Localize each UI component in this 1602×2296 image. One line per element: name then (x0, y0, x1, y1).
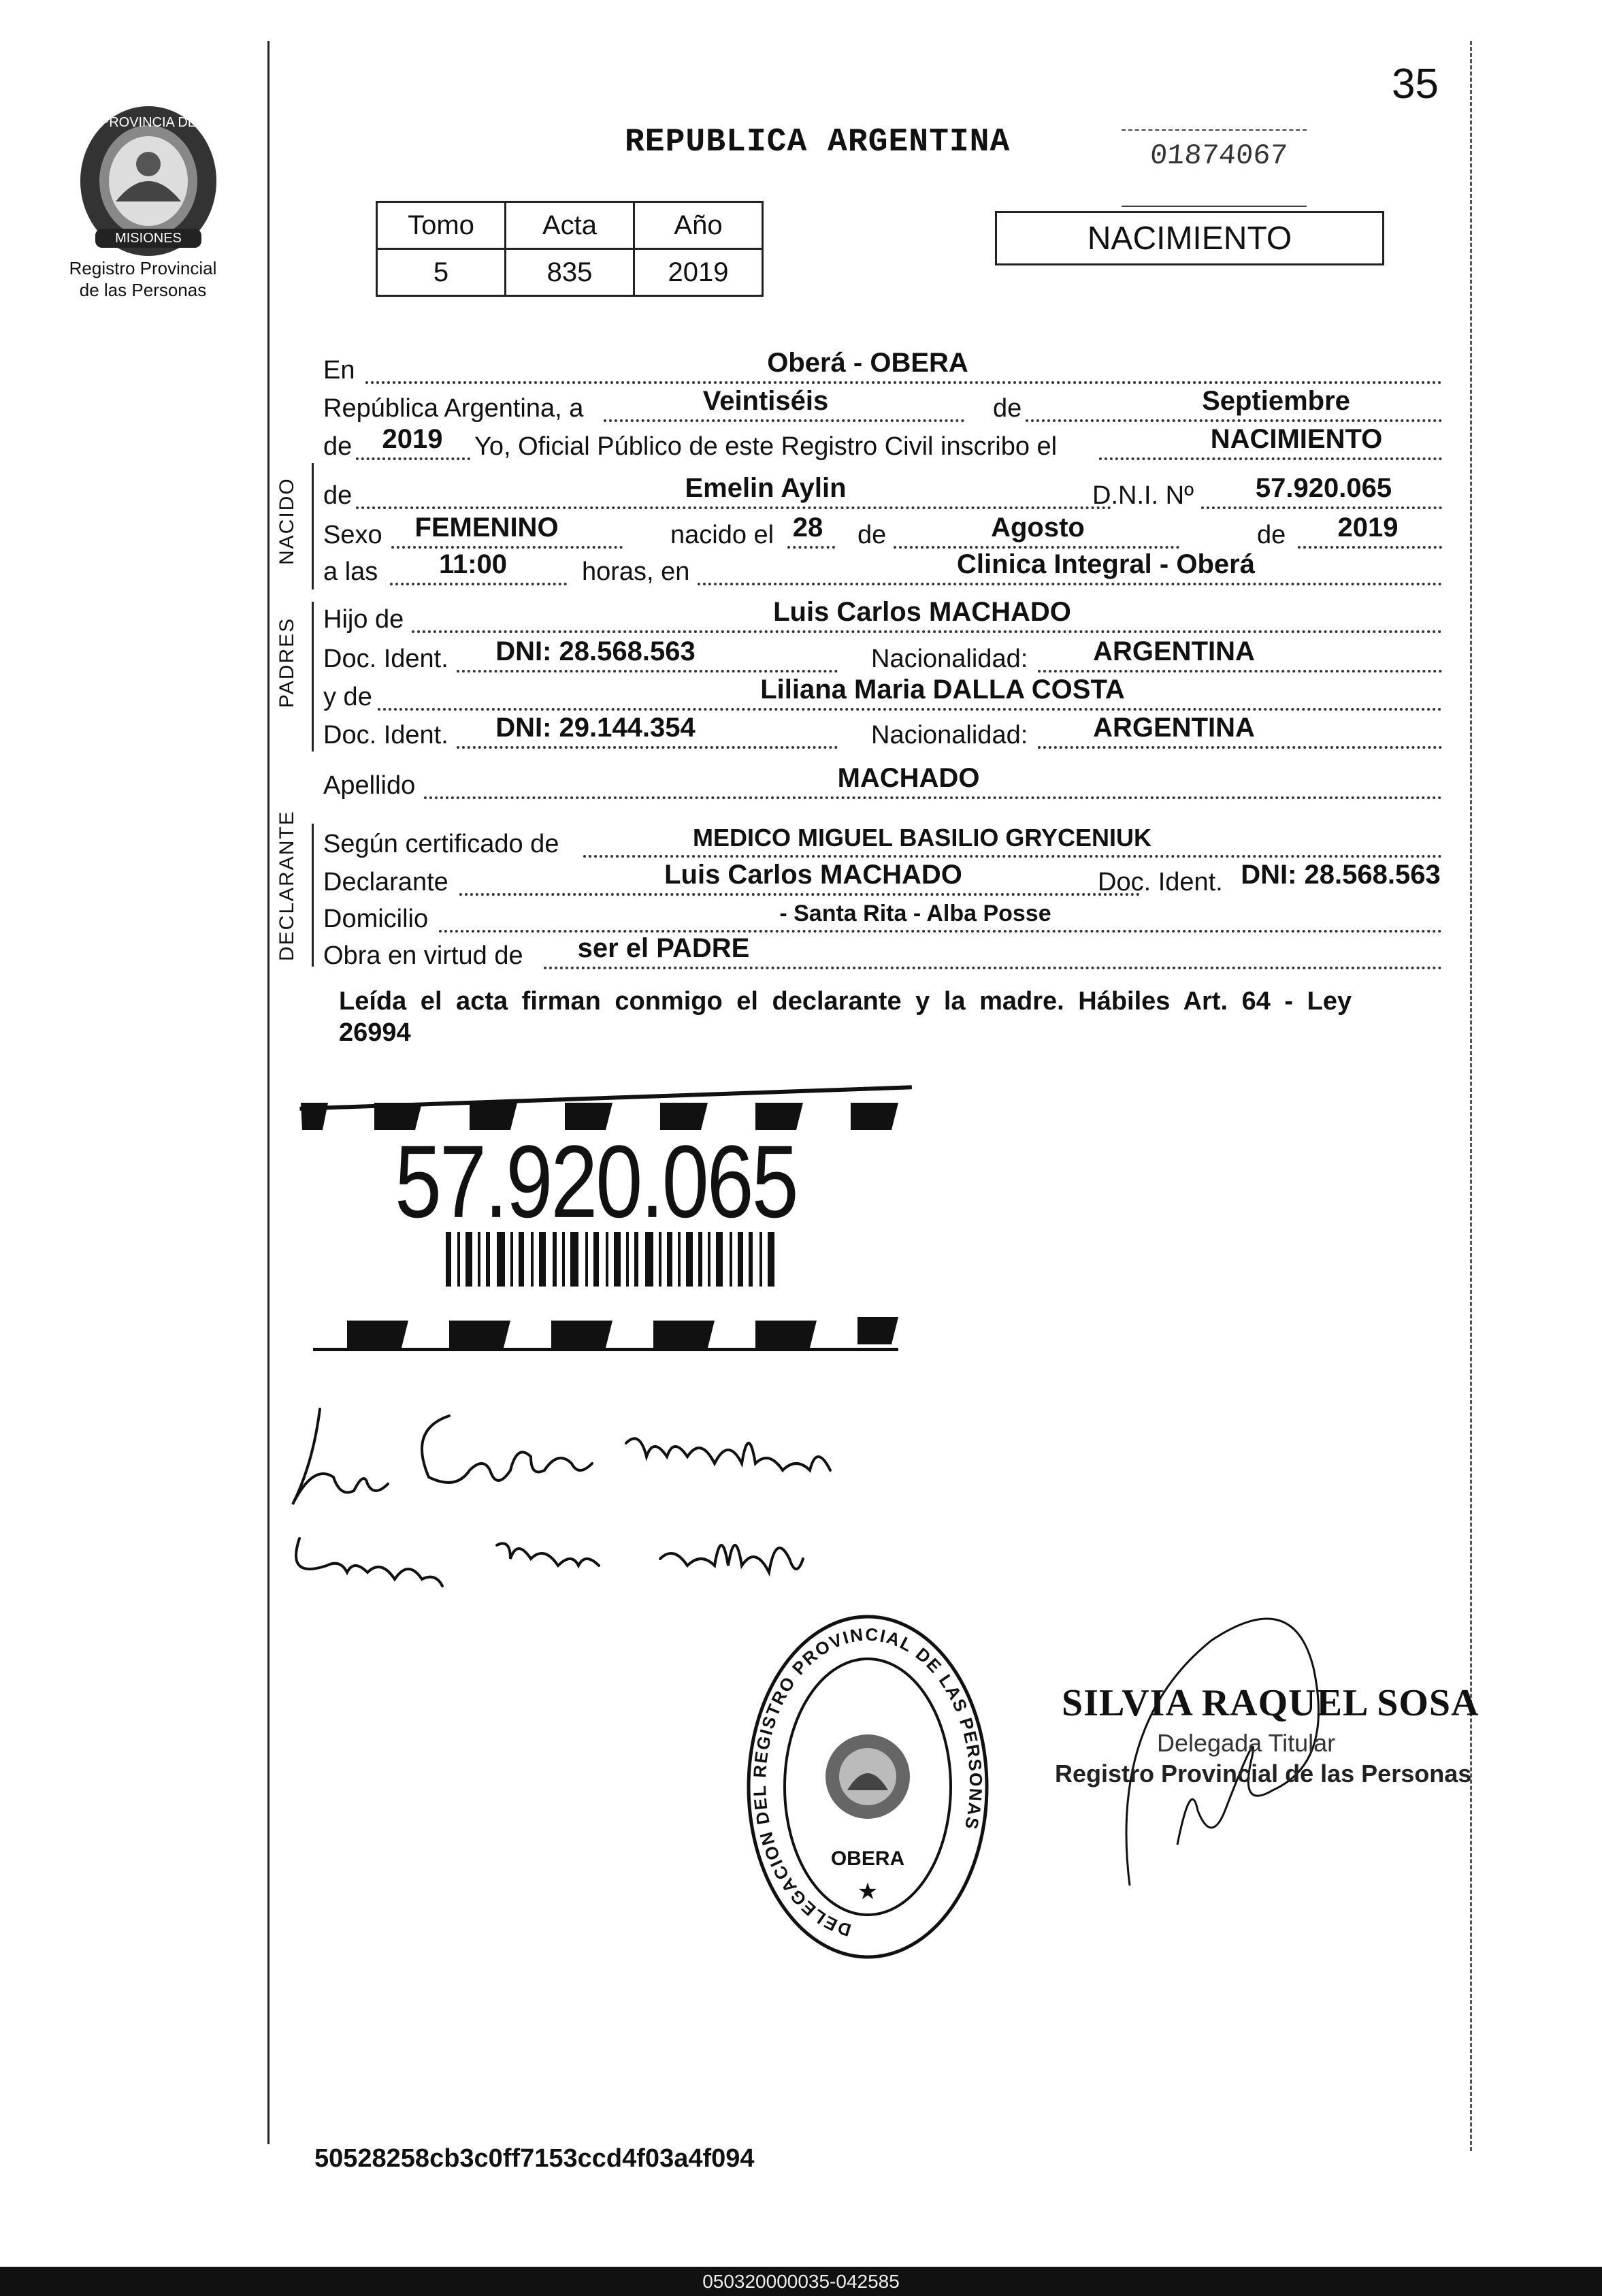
row-hora (323, 549, 1446, 589)
birth-day: 28 (792, 513, 823, 543)
mother-nationality: ARGENTINA (1093, 713, 1255, 743)
child-dni: 57.920.065 (1255, 473, 1392, 503)
nacido-el-label: nacido el (670, 521, 774, 549)
republica-label: República Argentina, a (323, 394, 584, 423)
father-name: Luis Carlos MACHADO (773, 597, 1071, 627)
mother-doc-label: Doc. Ident. (323, 721, 448, 749)
certificate-value: MEDICO MIGUEL BASILIO GRYCENIUK (692, 824, 1152, 852)
declarante-doc-label: Doc. Ident. (1098, 868, 1223, 896)
official-org: Registro Provincial de las Personas (1055, 1760, 1472, 1788)
declarante-doc: DNI: 28.568.563 (1241, 860, 1441, 890)
obra-label: Obra en virtud de (323, 941, 523, 970)
a-las-label: a las (323, 557, 378, 586)
day-value: Veintiséis (702, 386, 829, 416)
value-anio: 2019 (634, 249, 763, 296)
row-statement (323, 423, 1446, 464)
svg-text:PROVINCIA DE: PROVINCIA DE (99, 115, 197, 130)
document-hash: 50528258cb3c0ff7153ccd4f03a4f094 (314, 2144, 755, 2173)
page-number: 35 (1392, 61, 1439, 108)
official-seal (742, 1606, 994, 1967)
mother-doc: DNI: 29.144.354 (495, 713, 696, 743)
mother-nat-label: Nacionalidad: (871, 721, 1028, 749)
svg-text:★: ★ (857, 1878, 879, 1905)
row-mother (323, 674, 1446, 715)
svg-text:DELEGACION DEL REGISTRO PROVIN: DELEGACION DEL REGISTRO PROVINCIAL DE LAS PERSONAS (749, 1623, 987, 1941)
declarante-value: Luis Carlos MACHADO (664, 860, 962, 890)
birth-place: Clinica Integral - Oberá (957, 549, 1255, 579)
de-year-label: de (323, 432, 353, 461)
barcode-number: 57.920.065 (395, 1125, 797, 1240)
header-anio: Año (634, 202, 763, 249)
footer-code: 050320000035-042585 (0, 2267, 1602, 2296)
obra-value: ser el PADRE (577, 933, 750, 963)
statement-value: NACIMIENTO (1210, 424, 1383, 454)
domicilio-value: - Santa Rita - Alba Posse (779, 901, 1051, 926)
nacido-side-label: NACIDO (276, 477, 298, 565)
row-father (323, 596, 1446, 637)
country-title: REPUBLICA ARGENTINA (625, 124, 1011, 161)
declarante-label: Declarante (323, 868, 448, 896)
serial-number: 01874067 (1149, 140, 1289, 172)
de-month-label: de (857, 521, 887, 549)
row-name (323, 472, 1446, 513)
value-tomo: 5 (377, 249, 506, 296)
row-mother-doc (323, 712, 1446, 753)
svg-text:OBERA: OBERA (830, 1847, 905, 1870)
act-type-box: NACIMIENTO (995, 211, 1384, 265)
row-republica (323, 385, 1446, 426)
padres-bar (312, 602, 314, 751)
statement-text: Yo, Oficial Público de este Registro Civil inscribo el (474, 432, 1058, 461)
row-father-doc (323, 636, 1446, 677)
register-table (376, 201, 764, 297)
legal-note: Leída el acta firman conmigo el declarante y la madre. Hábiles Art. 64 - Ley 26994 (339, 987, 1352, 1047)
name-de-label: de (323, 481, 353, 510)
nacido-bar (312, 463, 314, 589)
left-margin-line (267, 41, 269, 2144)
birth-month: Agosto (991, 513, 1085, 543)
father-doc-label: Doc. Ident. (323, 645, 448, 673)
horas-en-label: horas, en (582, 557, 690, 586)
province-shield-logo (68, 99, 229, 260)
declarante-side-label: DECLARANTE (276, 810, 298, 961)
de-year2-label: de (1257, 521, 1286, 549)
en-label: En (323, 356, 355, 385)
year-value: 2019 (382, 424, 443, 454)
sexo-label: Sexo (323, 521, 382, 549)
row-certificado (323, 821, 1446, 862)
org-caption: Registro Provincial de las Personas (69, 258, 217, 300)
header-tomo: Tomo (377, 202, 506, 249)
declarante-bar (312, 824, 314, 967)
official-role: Delegada Titular (1157, 1729, 1336, 1757)
row-sexo (323, 512, 1446, 553)
handwritten-signatures (272, 1375, 953, 1606)
segun-label: Según certificado de (323, 830, 559, 858)
dni-label: D.N.I. Nº (1092, 481, 1194, 510)
birth-hour: 11:00 (438, 549, 508, 579)
domicilio-label: Domicilio (323, 905, 429, 933)
right-margin-line (1470, 41, 1472, 2151)
row-domicilio (323, 896, 1446, 937)
apellido-label: Apellido (323, 771, 416, 800)
row-obra (323, 933, 1446, 973)
value-acta: 835 (506, 249, 634, 296)
y-de-label: y de (323, 683, 372, 711)
apellido-value: MACHADO (837, 763, 980, 793)
mother-name: Liliana Maria DALLA COSTA (760, 675, 1125, 705)
father-nat-label: Nacionalidad: (871, 645, 1028, 673)
sexo-value: FEMENINO (414, 513, 559, 543)
month-value: Septiembre (1202, 386, 1350, 416)
official-name: SILVIA RAQUEL SOSA (1062, 1682, 1480, 1724)
row-declarante (323, 859, 1446, 900)
child-name: Emelin Aylin (685, 473, 847, 503)
padres-side-label: PADRES (276, 617, 298, 708)
row-apellido (323, 762, 1446, 803)
row-en (323, 347, 1446, 388)
de-label: de (993, 394, 1022, 423)
father-nationality: ARGENTINA (1093, 636, 1255, 666)
hijo-de-label: Hijo de (323, 605, 404, 634)
header-acta: Acta (506, 202, 634, 249)
svg-text:MISIONES: MISIONES (115, 231, 182, 246)
birth-year: 2019 (1337, 513, 1399, 543)
en-value: Oberá - OBERA (767, 348, 968, 378)
father-doc: DNI: 28.568.563 (495, 636, 696, 666)
